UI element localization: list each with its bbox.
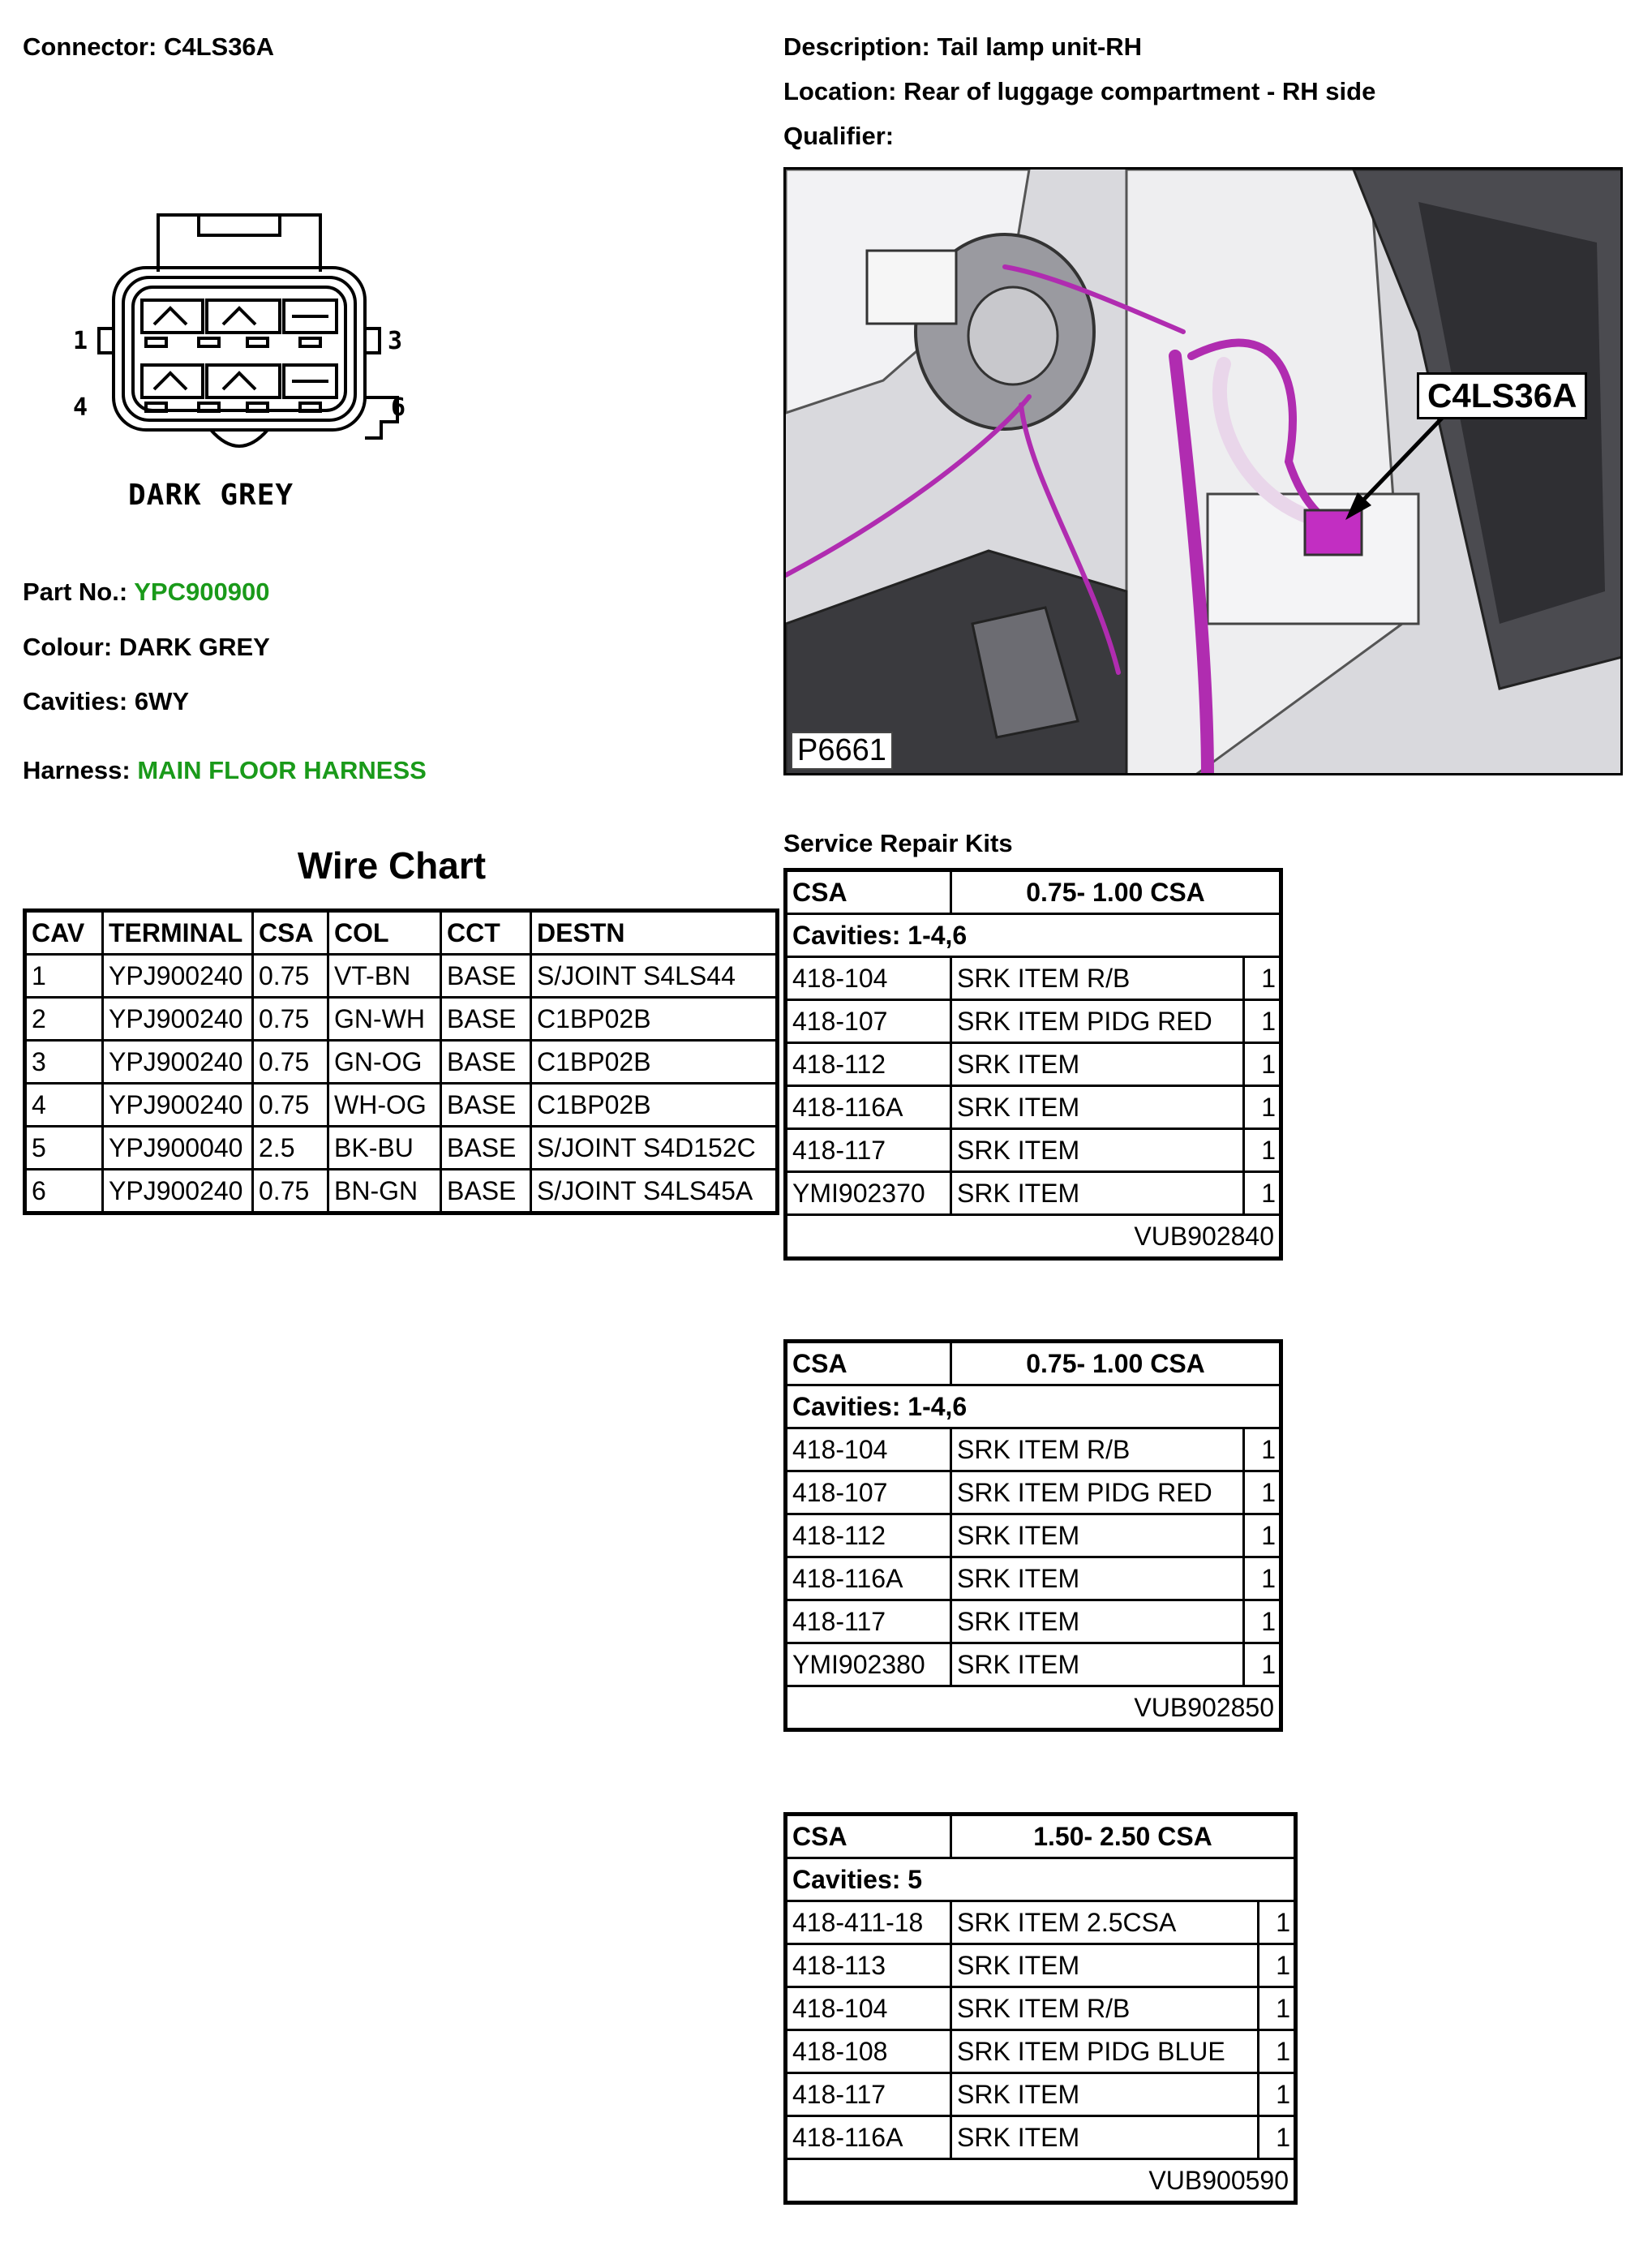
wire-cell-cct: BASE xyxy=(441,1084,531,1127)
pin-label-1: 1 xyxy=(73,327,88,355)
repair-kit-table xyxy=(783,868,1283,1261)
photo-connector-callout: C4LS36A xyxy=(1417,372,1587,419)
kit-item-row xyxy=(786,1428,1281,1471)
kit-csa-row xyxy=(786,870,1281,914)
kit-item-qty: 1 xyxy=(1244,1514,1281,1557)
kit-item-desc: SRK ITEM xyxy=(951,1514,1244,1557)
kit-item-desc: SRK ITEM R/B xyxy=(951,1987,1259,2030)
kit-item-row xyxy=(786,1000,1281,1043)
kit-cavities: Cavities: 5 xyxy=(786,1858,1296,1901)
description-label: Description: xyxy=(783,32,930,61)
kit-item-qty: 1 xyxy=(1244,1000,1281,1043)
description-value: Tail lamp unit-RH xyxy=(937,32,1143,61)
wire-chart-row xyxy=(25,1084,778,1127)
pin-label-4: 4 xyxy=(73,393,88,422)
kit-cavities-row xyxy=(786,1858,1296,1901)
kit-item-qty: 1 xyxy=(1259,1944,1296,1987)
kit-csa-row xyxy=(786,1815,1296,1858)
wire-cell-cav: 3 xyxy=(25,1041,103,1084)
kit-number-row xyxy=(786,1686,1281,1730)
kit-item-part: 418-107 xyxy=(786,1471,951,1514)
kit-item-row xyxy=(786,1944,1296,1987)
harness-line xyxy=(23,756,427,785)
kit-csa-label: CSA xyxy=(786,1342,951,1385)
description-line xyxy=(783,32,1142,62)
kit-item-desc: SRK ITEM xyxy=(951,1557,1244,1600)
connector-label: Connector: xyxy=(23,32,157,61)
kit-cavities: Cavities: 1-4,6 xyxy=(786,914,1281,957)
kit-item-row xyxy=(786,2073,1296,2116)
wire-chart-table xyxy=(23,908,779,1215)
wire-chart-title: Wire Chart xyxy=(297,844,487,887)
kit-number: VUB900590 xyxy=(786,2159,1296,2203)
kit-item-desc: SRK ITEM PIDG RED xyxy=(951,1000,1244,1043)
photo-id-label: P6661 xyxy=(791,732,893,770)
wire-cell-cav: 4 xyxy=(25,1084,103,1127)
kit-item-row xyxy=(786,1600,1281,1643)
kit-item-row xyxy=(786,1086,1281,1129)
wire-cell-cav: 6 xyxy=(25,1170,103,1213)
kit-item-row xyxy=(786,1043,1281,1086)
wire-cell-destn: C1BP02B xyxy=(531,1084,778,1127)
wire-cell-cav: 5 xyxy=(25,1127,103,1170)
wire-cell-col: BN-GN xyxy=(328,1170,441,1213)
wire-cell-cct: BASE xyxy=(441,1170,531,1213)
wire-cell-csa: 0.75 xyxy=(253,1170,328,1213)
kit-item-qty: 1 xyxy=(1244,1172,1281,1215)
kit-item-part: 418-117 xyxy=(786,1129,951,1172)
qualifier-line xyxy=(783,122,894,151)
colour-line xyxy=(23,633,270,662)
wire-chart-header-row xyxy=(25,911,778,955)
kit-csa-value: 0.75- 1.00 CSA xyxy=(951,870,1281,914)
repair-kit-table xyxy=(783,1339,1283,1732)
kit-item-part: YMI902370 xyxy=(786,1172,951,1215)
kit-item-qty: 1 xyxy=(1259,2030,1296,2073)
kit-item-desc: SRK ITEM PIDG RED xyxy=(951,1471,1244,1514)
kit-item-desc: SRK ITEM xyxy=(951,2116,1259,2159)
wire-chart-row xyxy=(25,1041,778,1084)
wire-cell-terminal: YPJ900240 xyxy=(103,1170,253,1213)
kit-item-desc: SRK ITEM R/B xyxy=(951,957,1244,1000)
kit-item-qty: 1 xyxy=(1244,1557,1281,1600)
wire-cell-csa: 0.75 xyxy=(253,1041,328,1084)
header-csa: CSA xyxy=(253,911,328,955)
wire-cell-col: GN-WH xyxy=(328,998,441,1041)
kit-item-part: 418-104 xyxy=(786,1428,951,1471)
kit-item-part: 418-116A xyxy=(786,1086,951,1129)
wire-cell-col: VT-BN xyxy=(328,955,441,998)
qualifier-label: Qualifier: xyxy=(783,122,895,150)
kit-number: VUB902850 xyxy=(786,1686,1281,1730)
kit-item-part: 418-112 xyxy=(786,1514,951,1557)
kit-item-part: 418-112 xyxy=(786,1043,951,1086)
wire-cell-destn: S/JOINT S4D152C xyxy=(531,1127,778,1170)
kit-csa-value: 1.50- 2.50 CSA xyxy=(951,1815,1296,1858)
kit-item-qty: 1 xyxy=(1244,1086,1281,1129)
kit-cavities-row xyxy=(786,914,1281,957)
wire-cell-terminal: YPJ900240 xyxy=(103,955,253,998)
location-value: Rear of luggage compartment - RH side xyxy=(903,77,1376,105)
kit-item-part: 418-116A xyxy=(786,1557,951,1600)
repair-kit-table xyxy=(783,1812,1298,2205)
kit-item-qty: 1 xyxy=(1244,1600,1281,1643)
kit-item-part: 418-116A xyxy=(786,2116,951,2159)
location-photo xyxy=(783,167,1623,775)
kit-item-desc: SRK ITEM xyxy=(951,2073,1259,2116)
connector-value: C4LS36A xyxy=(163,32,275,61)
colour-value: DARK GREY xyxy=(118,633,270,661)
wire-chart-row xyxy=(25,1170,778,1213)
kit-number-row xyxy=(786,1215,1281,1259)
wire-cell-cct: BASE xyxy=(441,1127,531,1170)
kit-cavities: Cavities: 1-4,6 xyxy=(786,1385,1281,1428)
wire-cell-destn: S/JOINT S4LS44 xyxy=(531,955,778,998)
kit-item-qty: 1 xyxy=(1244,957,1281,1000)
kit-item-desc: SRK ITEM xyxy=(951,1172,1244,1215)
pin-label-6: 6 xyxy=(390,393,405,422)
kit-item-qty: 1 xyxy=(1259,1901,1296,1944)
vehicle-interior-illustration xyxy=(786,170,1623,775)
wire-cell-csa: 0.75 xyxy=(253,955,328,998)
wire-chart-row xyxy=(25,998,778,1041)
wire-cell-csa: 2.5 xyxy=(253,1127,328,1170)
wire-cell-csa: 0.75 xyxy=(253,998,328,1041)
kit-item-qty: 1 xyxy=(1259,2116,1296,2159)
kit-item-row xyxy=(786,1471,1281,1514)
wire-cell-csa: 0.75 xyxy=(253,1084,328,1127)
wire-cell-terminal: YPJ900240 xyxy=(103,1084,253,1127)
kit-item-desc: SRK ITEM xyxy=(951,1944,1259,1987)
wire-cell-col: WH-OG xyxy=(328,1084,441,1127)
kit-item-row xyxy=(786,1987,1296,2030)
wire-cell-col: BK-BU xyxy=(328,1127,441,1170)
connector-colour-caption: DARK GREY xyxy=(128,479,294,512)
wire-cell-cav: 2 xyxy=(25,998,103,1041)
kit-item-row xyxy=(786,1172,1281,1215)
kit-item-part: 418-117 xyxy=(786,1600,951,1643)
kit-item-row xyxy=(786,1557,1281,1600)
cavities-line xyxy=(23,687,189,716)
kit-item-part: YMI902380 xyxy=(786,1643,951,1686)
wire-cell-destn: S/JOINT S4LS45A xyxy=(531,1170,778,1213)
kit-item-desc: SRK ITEM PIDG BLUE xyxy=(951,2030,1259,2073)
kit-item-desc: SRK ITEM xyxy=(951,1643,1244,1686)
wire-cell-cav: 1 xyxy=(25,955,103,998)
kit-item-desc: SRK ITEM xyxy=(951,1086,1244,1129)
part-no-label: Part No.: xyxy=(23,578,128,606)
kit-csa-label: CSA xyxy=(786,870,951,914)
colour-label: Colour: xyxy=(23,633,113,661)
wire-cell-cct: BASE xyxy=(441,1041,531,1084)
harness-label: Harness: xyxy=(23,756,131,784)
cavities-label: Cavities: xyxy=(23,687,128,715)
wire-cell-terminal: YPJ900240 xyxy=(103,1041,253,1084)
kit-item-desc: SRK ITEM xyxy=(951,1600,1244,1643)
wire-chart-row xyxy=(25,955,778,998)
kit-item-qty: 1 xyxy=(1244,1043,1281,1086)
kit-item-row xyxy=(786,2030,1296,2073)
kit-number: VUB902840 xyxy=(786,1215,1281,1259)
kit-item-qty: 1 xyxy=(1244,1643,1281,1686)
kit-csa-label: CSA xyxy=(786,1815,951,1858)
kit-item-qty: 1 xyxy=(1259,2073,1296,2116)
cavities-value: 6WY xyxy=(134,687,190,715)
harness-value: MAIN FLOOR HARNESS xyxy=(137,756,427,784)
wire-cell-col: GN-OG xyxy=(328,1041,441,1084)
header-cct: CCT xyxy=(441,911,531,955)
part-no-value: YPC900900 xyxy=(134,578,270,606)
connector-line xyxy=(23,32,274,62)
kit-csa-row xyxy=(786,1342,1281,1385)
wire-cell-destn: C1BP02B xyxy=(531,1041,778,1084)
kit-item-row xyxy=(786,1129,1281,1172)
wire-cell-cct: BASE xyxy=(441,998,531,1041)
header-cav: CAV xyxy=(25,911,103,955)
kit-item-row xyxy=(786,1901,1296,1944)
kit-item-desc: SRK ITEM 2.5CSA xyxy=(951,1901,1259,1944)
header-terminal: TERMINAL xyxy=(103,911,253,955)
kit-number-row xyxy=(786,2159,1296,2203)
location-label: Location: xyxy=(783,77,897,105)
kit-item-row xyxy=(786,1643,1281,1686)
kit-item-part: 418-411-18 xyxy=(786,1901,951,1944)
kit-item-part: 418-104 xyxy=(786,957,951,1000)
kit-item-qty: 1 xyxy=(1244,1428,1281,1471)
kit-item-part: 418-113 xyxy=(786,1944,951,1987)
kit-item-part: 418-107 xyxy=(786,1000,951,1043)
wire-cell-cct: BASE xyxy=(441,955,531,998)
part-no-line xyxy=(23,578,269,607)
kit-item-qty: 1 xyxy=(1244,1129,1281,1172)
location-line xyxy=(783,77,1375,106)
pin-label-3: 3 xyxy=(388,327,403,355)
service-repair-kits-title: Service Repair Kits xyxy=(783,829,1013,857)
kit-item-part: 418-104 xyxy=(786,1987,951,2030)
kit-csa-value: 0.75- 1.00 CSA xyxy=(951,1342,1281,1385)
kit-item-desc: SRK ITEM xyxy=(951,1129,1244,1172)
kit-item-qty: 1 xyxy=(1244,1471,1281,1514)
kit-cavities-row xyxy=(786,1385,1281,1428)
kit-item-row xyxy=(786,2116,1296,2159)
wire-cell-terminal: YPJ900040 xyxy=(103,1127,253,1170)
header-destn: DESTN xyxy=(531,911,778,955)
kit-item-desc: SRK ITEM R/B xyxy=(951,1428,1244,1471)
wire-cell-terminal: YPJ900240 xyxy=(103,998,253,1041)
kit-item-row xyxy=(786,957,1281,1000)
wire-cell-destn: C1BP02B xyxy=(531,998,778,1041)
header-col: COL xyxy=(328,911,441,955)
kit-item-desc: SRK ITEM xyxy=(951,1043,1244,1086)
kit-item-part: 418-108 xyxy=(786,2030,951,2073)
wire-chart-row xyxy=(25,1127,778,1170)
kit-item-row xyxy=(786,1514,1281,1557)
kit-item-qty: 1 xyxy=(1259,1987,1296,2030)
kit-item-part: 418-117 xyxy=(786,2073,951,2116)
